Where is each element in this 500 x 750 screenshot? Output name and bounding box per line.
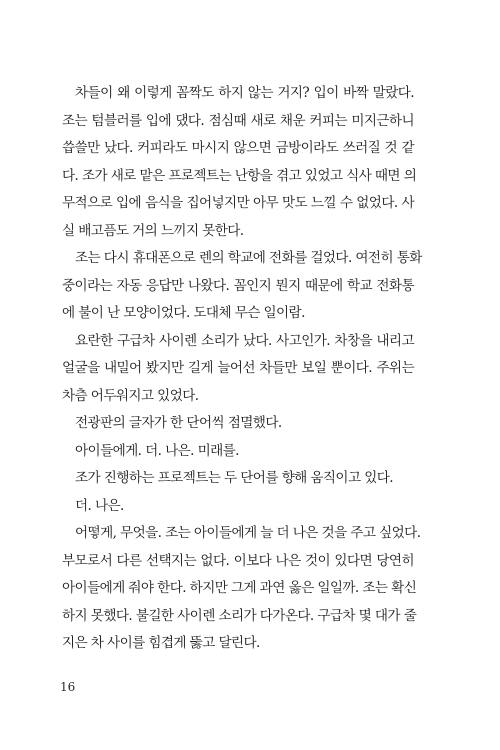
text-line: 차들이 왜 이렇게 꼼짝도 하지 않는 거지? 입이 바짝 말랐다. (75, 85, 414, 101)
text-line: 다. 조가 새로 맡은 프로젝트는 난항을 겪고 있었고 식사 때면 의 (62, 167, 417, 184)
text-line: 중이라는 자동 응답만 나왔다. 꼼인지 뭔지 때문에 학교 전화통 (62, 277, 414, 294)
text-line: 무적으로 입에 음식을 집어넣지만 아무 맛도 느낄 수 없었다. 사 (62, 195, 414, 211)
text-line: 하지 못했다. 불길한 사이렌 소리가 다가온다. 구급차 몇 대가 줄 (62, 607, 417, 624)
text-line: 차츰 어두워지고 있었다. (62, 387, 199, 404)
page-number: 16 (60, 680, 76, 694)
paragraph-8 (62, 520, 421, 658)
text-line: 아이들에게 줘야 한다. 하지만 그게 과연 옳은 일일까. 조는 확신 (62, 580, 417, 596)
body-text (62, 80, 422, 658)
paragraph-5 (62, 438, 414, 466)
text-line: 얼굴을 내밀어 봤지만 길게 늘어선 차들만 보일 뿐이다. 주위는 (62, 360, 414, 376)
text-line: 부모로서 다른 선택지는 없다. 이보다 나은 것이 있다면 당연히 (62, 552, 414, 569)
text-line: 씁쓸만 났다. 커피라도 마시지 않으면 금방이라도 쓰러질 것 같 (62, 140, 414, 156)
text-line: 어떻게, 무엇을. 조는 아이들에게 늘 더 나은 것을 주고 싶었다. (75, 525, 421, 541)
text-line: 에 불이 난 모양이었다. 도대체 무슨 일이람. (62, 305, 305, 321)
text-line: 조가 진행하는 프로젝트는 두 단어를 향해 움직이고 있다. (75, 470, 393, 486)
paragraph-4 (62, 410, 414, 438)
text-line: 아이들에게. 더. 나은. 미래를. (75, 442, 239, 459)
paragraph-7 (62, 493, 414, 521)
text-line: 실 배고픔도 거의 느끼지 못한다. (62, 222, 244, 239)
paragraph-3 (62, 328, 414, 411)
text-line: 조는 텀블러를 입에 댔다. 점심때 새로 채운 커피는 미지근하니 (62, 112, 414, 129)
text-line: 더. 나은. (75, 497, 124, 514)
paragraph-2 (62, 245, 422, 328)
text-line: 지은 차 사이를 힘겹게 뚫고 달린다. (62, 635, 260, 651)
text-line: 전광판의 글자가 한 단어씩 점멸했다. (75, 415, 282, 431)
text-line: 요란한 구급차 사이렌 소리가 났다. 사고인가. 차창을 내리고 (75, 332, 414, 349)
paragraph-6 (62, 465, 414, 493)
paragraph-1 (62, 80, 417, 245)
text-line: 조는 다시 휴대폰으로 렌의 학교에 전화를 걸었다. 여전히 통화 (75, 250, 422, 266)
